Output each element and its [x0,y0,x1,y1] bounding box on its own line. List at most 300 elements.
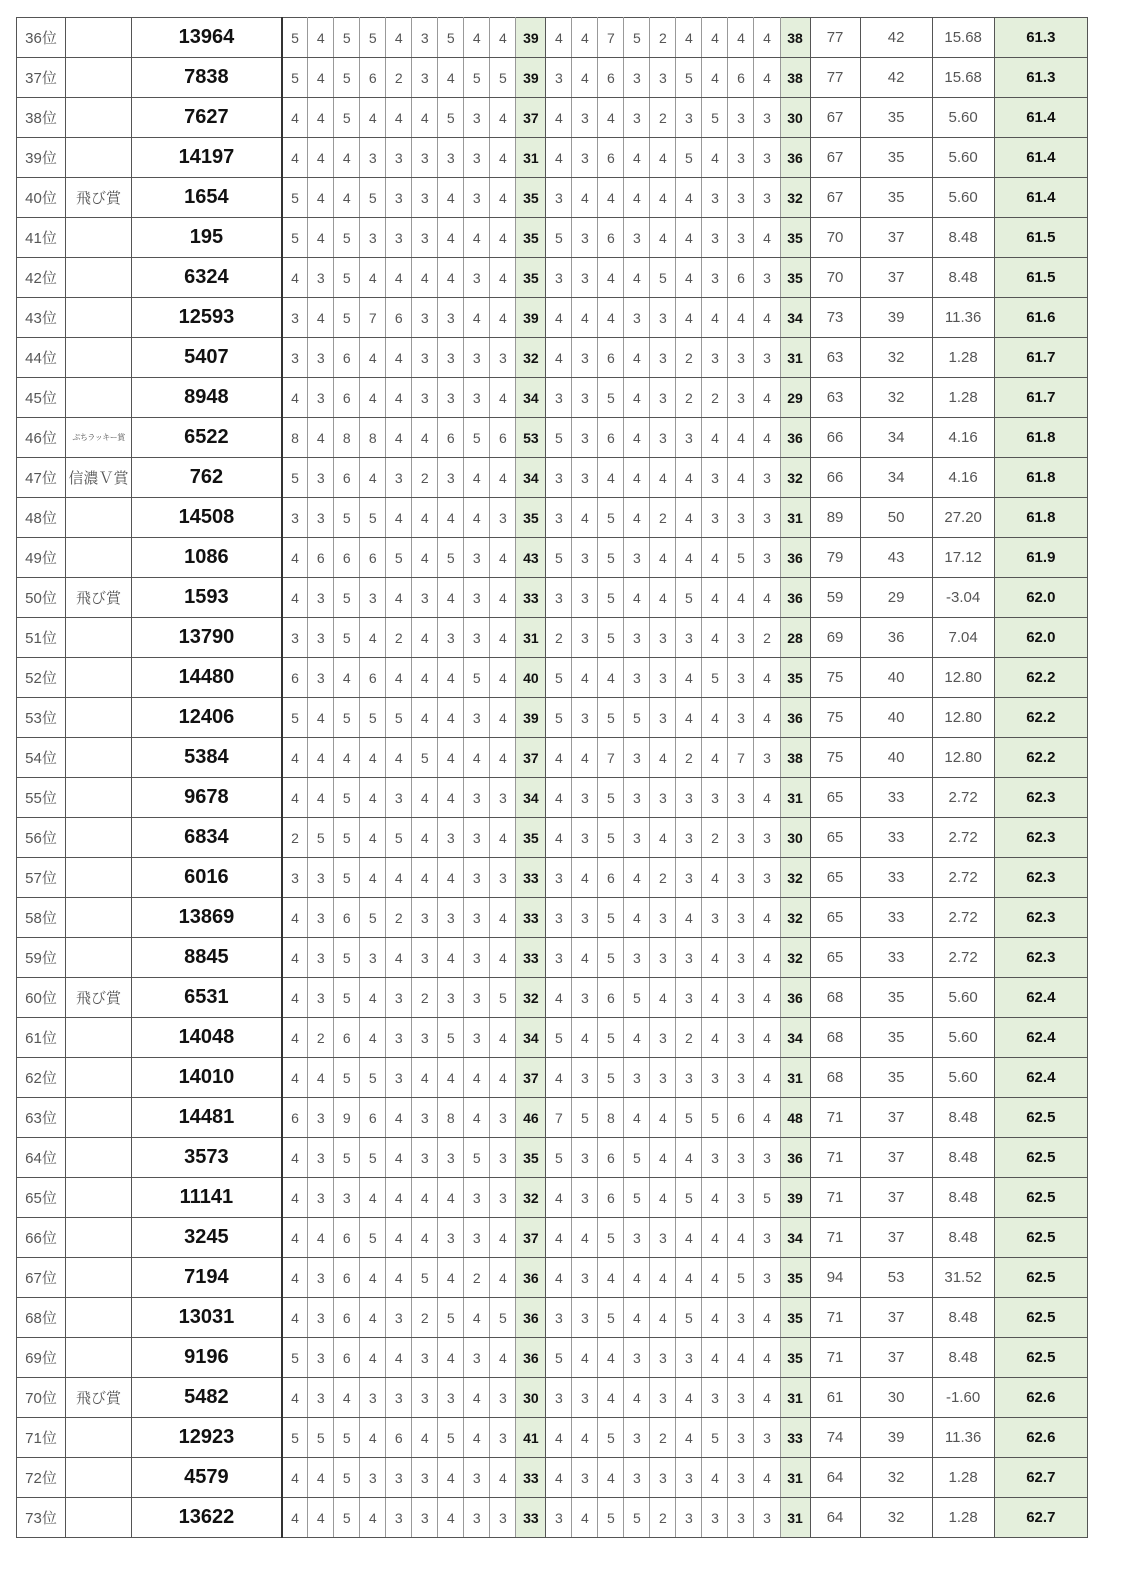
in-hole-score: 4 [702,738,728,778]
table-row [17,58,1088,98]
out-hole-score: 4 [438,1458,464,1498]
player-number-cell: 14480 [132,658,282,698]
out-hole-score: 4 [360,818,386,858]
rank-cell: 57位 [17,858,66,898]
in-hole-score: 7 [598,18,624,58]
in-hole-score: 4 [702,138,728,178]
in-hole-score: 4 [650,738,676,778]
player-number-cell: 1593 [132,578,282,618]
out-hole-score: 3 [308,658,334,698]
out-hole-score: 4 [464,1418,490,1458]
out-hole-score: 4 [334,1378,360,1418]
in-hole-score: 4 [702,1218,728,1258]
out-hole-score: 3 [490,1098,516,1138]
gross-cell: 94 [810,1258,860,1298]
out-hole-score: 4 [438,178,464,218]
player-number-cell: 13869 [132,898,282,938]
out-total-cell: 33 [516,858,546,898]
in-total-cell: 32 [780,898,810,938]
out-total-cell: 40 [516,658,546,698]
out-hole-score: 3 [438,618,464,658]
out-hole-score: 3 [412,138,438,178]
in-total-cell: 36 [780,418,810,458]
out-hole-score: 4 [360,258,386,298]
in-hole-score: 4 [702,418,728,458]
handicap-cell: -3.04 [932,578,994,618]
rank-cell: 42位 [17,258,66,298]
final-score-cell: 61.5 [994,218,1087,258]
table-row [17,458,1088,498]
in-hole-score: 3 [572,1258,598,1298]
in-hole-score: 5 [572,1098,598,1138]
in-hole-score: 4 [572,1418,598,1458]
out-hole-score: 3 [386,1058,412,1098]
in-hole-score: 4 [546,1178,572,1218]
out-total-cell: 33 [516,898,546,938]
out-hole-score: 6 [334,898,360,938]
in-hole-score: 4 [702,1258,728,1298]
award-cell: 飛び賞 [66,978,132,1018]
in-hole-score: 3 [754,858,780,898]
in-hole-score: 4 [546,18,572,58]
out-total-cell: 33 [516,1498,546,1538]
half-cell: 37 [860,1338,932,1378]
out-hole-score: 5 [334,778,360,818]
out-total-cell: 33 [516,578,546,618]
out-hole-score: 5 [334,298,360,338]
in-hole-score: 5 [546,698,572,738]
in-hole-score: 3 [754,458,780,498]
handicap-cell: 12.80 [932,658,994,698]
in-hole-score: 2 [650,98,676,138]
out-hole-score: 4 [438,58,464,98]
out-hole-score: 5 [334,218,360,258]
out-hole-score: 4 [308,138,334,178]
out-hole-score: 5 [282,458,308,498]
out-hole-score: 5 [438,1418,464,1458]
gross-cell: 65 [810,938,860,978]
in-total-cell: 35 [780,658,810,698]
in-hole-score: 3 [650,58,676,98]
in-total-cell: 32 [780,458,810,498]
out-hole-score: 4 [308,1458,334,1498]
award-cell [66,898,132,938]
half-cell: 35 [860,178,932,218]
out-hole-score: 3 [490,1378,516,1418]
final-score-cell: 62.5 [994,1298,1087,1338]
in-hole-score: 3 [546,458,572,498]
in-hole-score: 4 [702,858,728,898]
out-hole-score: 6 [334,1298,360,1338]
in-hole-score: 3 [624,1458,650,1498]
final-score-cell: 62.6 [994,1378,1087,1418]
in-hole-score: 4 [546,338,572,378]
in-hole-score: 3 [728,138,754,178]
in-total-cell: 36 [780,138,810,178]
in-hole-score: 4 [728,458,754,498]
out-hole-score: 3 [490,1138,516,1178]
out-hole-score: 5 [334,1138,360,1178]
out-hole-score: 4 [490,818,516,858]
out-hole-score: 4 [438,218,464,258]
player-number-cell: 6016 [132,858,282,898]
in-hole-score: 4 [728,18,754,58]
out-hole-score: 4 [438,1338,464,1378]
in-hole-score: 3 [728,98,754,138]
out-hole-score: 4 [464,1098,490,1138]
out-hole-score: 4 [490,1018,516,1058]
rank-cell: 64位 [17,1138,66,1178]
in-hole-score: 3 [754,818,780,858]
player-number-cell: 8845 [132,938,282,978]
gross-cell: 71 [810,1178,860,1218]
out-hole-score: 5 [334,258,360,298]
gross-cell: 65 [810,818,860,858]
out-hole-score: 3 [438,298,464,338]
in-hole-score: 3 [650,1458,676,1498]
in-hole-score: 3 [572,1178,598,1218]
final-score-cell: 62.2 [994,738,1087,778]
in-hole-score: 3 [754,1138,780,1178]
in-hole-score: 5 [702,1418,728,1458]
in-hole-score: 3 [650,1378,676,1418]
award-cell [66,738,132,778]
in-total-cell: 36 [780,538,810,578]
final-score-cell: 62.3 [994,938,1087,978]
in-hole-score: 3 [624,658,650,698]
out-hole-score: 3 [490,338,516,378]
table-row [17,858,1088,898]
handicap-cell: 15.68 [932,18,994,58]
out-hole-score: 6 [334,1218,360,1258]
out-hole-score: 3 [464,898,490,938]
out-hole-score: 4 [438,658,464,698]
rank-cell: 37位 [17,58,66,98]
player-number-cell: 14508 [132,498,282,538]
in-hole-score: 3 [624,1218,650,1258]
in-hole-score: 4 [754,978,780,1018]
in-hole-score: 3 [728,378,754,418]
in-hole-score: 3 [728,898,754,938]
in-hole-score: 3 [728,178,754,218]
in-hole-score: 6 [598,138,624,178]
in-hole-score: 4 [728,298,754,338]
half-cell: 32 [860,1458,932,1498]
out-hole-score: 4 [438,738,464,778]
out-hole-score: 3 [464,1458,490,1498]
player-number-cell: 5407 [132,338,282,378]
award-cell [66,218,132,258]
out-hole-score: 3 [490,778,516,818]
in-hole-score: 4 [728,578,754,618]
out-hole-score: 6 [438,418,464,458]
in-hole-score: 4 [546,738,572,778]
in-hole-score: 4 [624,138,650,178]
out-hole-score: 4 [490,378,516,418]
out-hole-score: 4 [438,578,464,618]
out-hole-score: 5 [282,1418,308,1458]
in-hole-score: 3 [676,1338,702,1378]
out-hole-score: 3 [308,458,334,498]
score-table-body [17,18,1088,1538]
in-hole-score: 4 [546,978,572,1018]
in-hole-score: 5 [598,1218,624,1258]
out-hole-score: 4 [282,578,308,618]
handicap-cell: 2.72 [932,858,994,898]
award-cell [66,498,132,538]
half-cell: 37 [860,258,932,298]
out-hole-score: 3 [412,938,438,978]
in-hole-score: 3 [650,778,676,818]
out-hole-score: 4 [308,1058,334,1098]
in-total-cell: 35 [780,1298,810,1338]
rank-cell: 59位 [17,938,66,978]
in-hole-score: 3 [754,338,780,378]
out-hole-score: 3 [308,338,334,378]
out-total-cell: 35 [516,818,546,858]
rank-cell: 58位 [17,898,66,938]
out-hole-score: 4 [464,18,490,58]
half-cell: 34 [860,418,932,458]
out-total-cell: 35 [516,258,546,298]
score-table [16,17,1088,1538]
final-score-cell: 62.2 [994,658,1087,698]
gross-cell: 67 [810,138,860,178]
rank-cell: 56位 [17,818,66,858]
table-row [17,738,1088,778]
out-hole-score: 3 [412,378,438,418]
out-hole-score: 4 [490,938,516,978]
gross-cell: 66 [810,418,860,458]
half-cell: 35 [860,98,932,138]
out-hole-score: 4 [386,418,412,458]
out-hole-score: 5 [334,618,360,658]
final-score-cell: 62.5 [994,1098,1087,1138]
out-hole-score: 4 [438,498,464,538]
out-hole-score: 3 [386,1458,412,1498]
out-hole-score: 4 [386,938,412,978]
in-hole-score: 6 [598,218,624,258]
in-hole-score: 4 [728,1338,754,1378]
final-score-cell: 62.3 [994,898,1087,938]
gross-cell: 71 [810,1298,860,1338]
out-hole-score: 5 [334,858,360,898]
out-hole-score: 3 [308,978,334,1018]
out-hole-score: 3 [438,1138,464,1178]
out-hole-score: 3 [386,1498,412,1538]
in-hole-score: 4 [702,1178,728,1218]
in-hole-score: 3 [572,378,598,418]
out-hole-score: 4 [464,738,490,778]
rank-cell: 48位 [17,498,66,538]
gross-cell: 77 [810,58,860,98]
out-hole-score: 4 [360,978,386,1018]
out-hole-score: 6 [308,538,334,578]
out-hole-score: 3 [412,58,438,98]
table-row [17,1298,1088,1338]
in-hole-score: 5 [546,1338,572,1378]
in-hole-score: 4 [624,378,650,418]
table-row [17,378,1088,418]
award-cell [66,258,132,298]
out-hole-score: 4 [412,658,438,698]
in-hole-score: 4 [702,58,728,98]
gross-cell: 75 [810,658,860,698]
gross-cell: 68 [810,1058,860,1098]
out-hole-score: 4 [334,178,360,218]
out-hole-score: 4 [490,1458,516,1498]
in-hole-score: 3 [546,378,572,418]
out-hole-score: 5 [334,818,360,858]
out-hole-score: 3 [360,138,386,178]
in-hole-score: 4 [650,538,676,578]
out-total-cell: 39 [516,698,546,738]
in-hole-score: 4 [650,218,676,258]
table-row [17,338,1088,378]
out-hole-score: 6 [360,58,386,98]
out-hole-score: 3 [360,578,386,618]
in-hole-score: 4 [598,1378,624,1418]
in-hole-score: 3 [650,618,676,658]
in-hole-score: 3 [624,738,650,778]
in-hole-score: 4 [572,1338,598,1378]
in-hole-score: 3 [572,218,598,258]
half-cell: 40 [860,698,932,738]
in-hole-score: 3 [728,1498,754,1538]
out-hole-score: 5 [438,538,464,578]
in-hole-score: 4 [702,298,728,338]
in-hole-score: 3 [728,858,754,898]
in-hole-score: 4 [650,578,676,618]
out-hole-score: 4 [386,1258,412,1298]
in-hole-score: 4 [598,98,624,138]
out-hole-score: 2 [412,458,438,498]
out-hole-score: 3 [464,858,490,898]
in-hole-score: 4 [624,458,650,498]
in-hole-score: 3 [702,1138,728,1178]
out-hole-score: 3 [438,338,464,378]
gross-cell: 71 [810,1098,860,1138]
in-hole-score: 5 [598,938,624,978]
in-hole-score: 5 [546,538,572,578]
out-hole-score: 6 [334,458,360,498]
out-hole-score: 3 [464,338,490,378]
half-cell: 33 [860,778,932,818]
out-hole-score: 5 [334,978,360,1018]
in-hole-score: 2 [650,1418,676,1458]
in-hole-score: 4 [754,1298,780,1338]
out-hole-score: 4 [282,138,308,178]
out-hole-score: 4 [386,1218,412,1258]
in-hole-score: 3 [702,498,728,538]
gross-cell: 71 [810,1138,860,1178]
gross-cell: 61 [810,1378,860,1418]
in-hole-score: 3 [650,338,676,378]
in-hole-score: 3 [650,418,676,458]
out-hole-score: 5 [464,58,490,98]
handicap-cell: 2.72 [932,898,994,938]
in-hole-score: 2 [650,498,676,538]
out-hole-score: 6 [386,1418,412,1458]
in-hole-score: 5 [546,1018,572,1058]
out-hole-score: 4 [360,98,386,138]
player-number-cell: 3573 [132,1138,282,1178]
out-hole-score: 4 [490,1338,516,1378]
out-hole-score: 4 [308,218,334,258]
in-hole-score: 5 [676,1178,702,1218]
gross-cell: 64 [810,1458,860,1498]
in-hole-score: 4 [702,538,728,578]
out-hole-score: 4 [334,658,360,698]
out-hole-score: 4 [360,1178,386,1218]
rank-cell: 51位 [17,618,66,658]
out-hole-score: 4 [360,778,386,818]
gross-cell: 67 [810,98,860,138]
player-number-cell: 6531 [132,978,282,1018]
out-hole-score: 3 [464,1218,490,1258]
half-cell: 30 [860,1378,932,1418]
final-score-cell: 62.0 [994,618,1087,658]
out-hole-score: 3 [438,1378,464,1418]
out-hole-score: 3 [308,1258,334,1298]
player-number-cell: 6324 [132,258,282,298]
in-hole-score: 4 [676,18,702,58]
out-hole-score: 9 [334,1098,360,1138]
out-hole-score: 6 [386,298,412,338]
in-hole-score: 5 [598,698,624,738]
half-cell: 33 [860,938,932,978]
out-hole-score: 4 [490,1058,516,1098]
table-row [17,1178,1088,1218]
in-hole-score: 3 [676,418,702,458]
in-total-cell: 34 [780,298,810,338]
out-hole-score: 5 [282,18,308,58]
final-score-cell: 62.2 [994,698,1087,738]
out-hole-score: 3 [438,978,464,1018]
handicap-cell: 11.36 [932,1418,994,1458]
award-cell [66,1018,132,1058]
out-hole-score: 4 [464,1298,490,1338]
in-hole-score: 5 [676,578,702,618]
half-cell: 33 [860,818,932,858]
in-hole-score: 4 [702,698,728,738]
out-hole-score: 3 [308,1298,334,1338]
rank-cell: 70位 [17,1378,66,1418]
in-hole-score: 4 [754,778,780,818]
award-cell [66,1178,132,1218]
in-hole-score: 3 [728,498,754,538]
rank-cell: 67位 [17,1258,66,1298]
gross-cell: 70 [810,218,860,258]
in-hole-score: 3 [754,1418,780,1458]
in-hole-score: 3 [728,1058,754,1098]
out-hole-score: 4 [282,898,308,938]
out-hole-score: 4 [412,98,438,138]
in-hole-score: 3 [624,938,650,978]
in-hole-score: 4 [754,1338,780,1378]
in-hole-score: 3 [650,658,676,698]
in-hole-score: 4 [754,1058,780,1098]
table-row [17,1058,1088,1098]
out-hole-score: 5 [334,98,360,138]
in-hole-score: 3 [624,298,650,338]
out-hole-score: 5 [308,1418,334,1458]
in-hole-score: 4 [572,658,598,698]
out-hole-score: 3 [464,1338,490,1378]
out-hole-score: 5 [334,1058,360,1098]
gross-cell: 75 [810,698,860,738]
in-hole-score: 3 [546,898,572,938]
